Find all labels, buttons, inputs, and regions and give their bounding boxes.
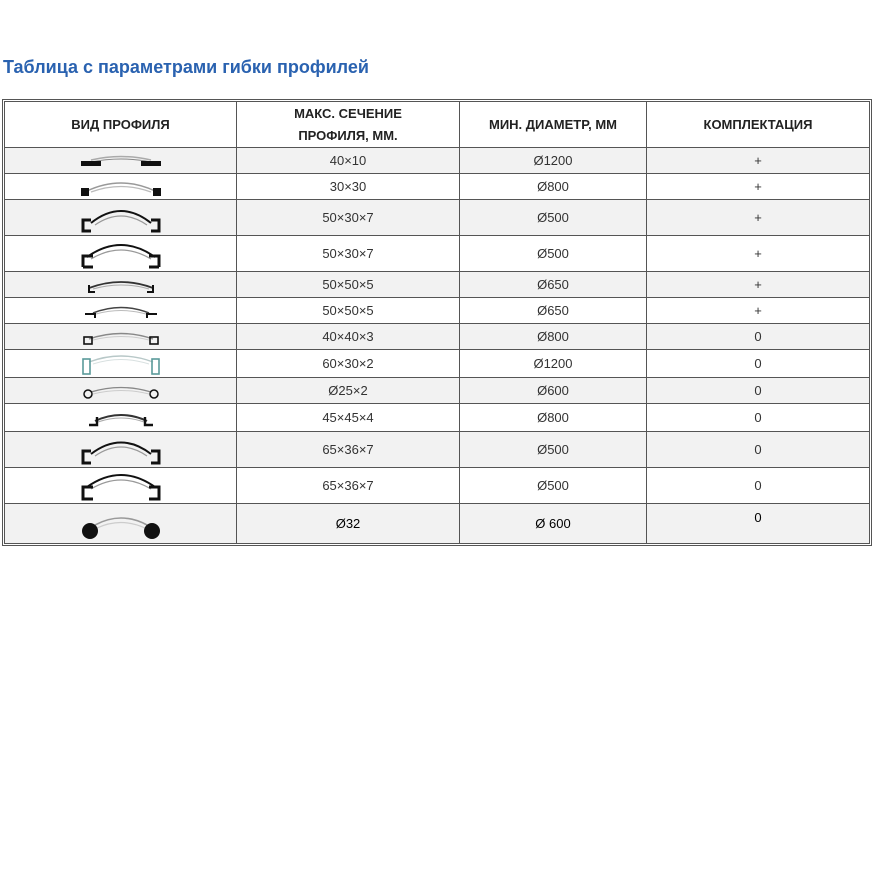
diameter-cell: Ø 600 [460, 504, 647, 544]
diameter-cell: Ø650 [460, 272, 647, 298]
table-row [5, 504, 870, 544]
table-row [5, 148, 870, 174]
equipment-cell: 0 [647, 504, 870, 544]
profile-image-cell [5, 236, 237, 272]
table-row [5, 236, 870, 272]
section-cell: Ø32 [237, 504, 460, 544]
section-cell: 50×30×7 [237, 200, 460, 236]
profile-image-cell [5, 200, 237, 236]
section-cell: 40×40×3 [237, 324, 460, 350]
table-row [5, 378, 870, 404]
equipment-cell: + [647, 174, 870, 200]
profile-image-cell [5, 350, 237, 378]
profile-image-cell [5, 432, 237, 468]
round-bar-profile-icon [79, 507, 163, 541]
equipment-cell: 0 [647, 324, 870, 350]
table-row [5, 272, 870, 298]
profile-image-cell [5, 468, 237, 504]
header-profile-type: ВИД ПРОФИЛЯ [5, 102, 237, 148]
table-row [5, 432, 870, 468]
page-title: Таблица с параметрами гибки профилей [3, 57, 369, 77]
channel-inward-profile-icon [79, 239, 163, 269]
equipment-cell: 0 [647, 350, 870, 378]
section-cell: 50×50×5 [237, 272, 460, 298]
diameter-cell: Ø1200 [460, 350, 647, 378]
square-tube-profile-icon [79, 328, 163, 346]
header-max-section-line2: ПРОФИЛЯ, ММ. [298, 127, 398, 143]
profile-image-cell [5, 148, 237, 174]
profile-image-cell [5, 504, 237, 544]
table-row [5, 174, 870, 200]
diameter-cell: Ø500 [460, 432, 647, 468]
section-cell: 65×36×7 [237, 432, 460, 468]
equipment-cell: + [647, 200, 870, 236]
profile-parameters-table [4, 101, 870, 544]
angle-outward-profile-icon [79, 276, 163, 294]
table-row [5, 200, 870, 236]
equipment-cell: 0 [647, 432, 870, 468]
equipment-cell: 0 [647, 468, 870, 504]
diameter-cell: Ø800 [460, 404, 647, 432]
profile-image-cell [5, 298, 237, 324]
channel-outward-profile-icon [79, 203, 163, 233]
section-cell: 60×30×2 [237, 350, 460, 378]
section-cell: 50×50×5 [237, 298, 460, 324]
diameter-cell: Ø1200 [460, 148, 647, 174]
profile-image-cell [5, 272, 237, 298]
diameter-cell: Ø500 [460, 200, 647, 236]
diameter-cell: Ø500 [460, 236, 647, 272]
profile-image-cell [5, 324, 237, 350]
section-cell: 30×30 [237, 174, 460, 200]
table-row [5, 468, 870, 504]
header-min-diameter: МИН. ДИАМЕТР, ММ [460, 102, 647, 148]
equipment-cell: 0 [647, 404, 870, 432]
profile-image-cell [5, 378, 237, 404]
round-tube-profile-icon [79, 382, 163, 400]
diameter-cell: Ø500 [460, 468, 647, 504]
profile-image-cell [5, 404, 237, 432]
header-max-section [237, 102, 460, 148]
diameter-cell: Ø650 [460, 298, 647, 324]
section-cell: Ø25×2 [237, 378, 460, 404]
table-row [5, 350, 870, 378]
profile-image-cell [5, 174, 237, 200]
flat-bar-profile-icon [79, 153, 163, 169]
tee-angle-profile-icon [79, 407, 163, 429]
diameter-cell: Ø800 [460, 174, 647, 200]
angle-inward-profile-icon [79, 302, 163, 320]
equipment-cell: + [647, 298, 870, 324]
diameter-cell: Ø800 [460, 324, 647, 350]
section-cell: 40×10 [237, 148, 460, 174]
section-cell: 45×45×4 [237, 404, 460, 432]
table-header-row [5, 102, 870, 148]
table-row [5, 298, 870, 324]
profile-table-frame [2, 99, 872, 546]
table-row [5, 324, 870, 350]
diameter-cell: Ø600 [460, 378, 647, 404]
equipment-cell: + [647, 236, 870, 272]
table-row [5, 404, 870, 432]
header-max-section-line1: МАКС. СЕЧЕНИЕ [294, 105, 402, 121]
equipment-cell: + [647, 272, 870, 298]
rect-tube-profile-icon [79, 352, 163, 376]
section-cell: 50×30×7 [237, 236, 460, 272]
equipment-cell: 0 [647, 378, 870, 404]
channel-large-outward-profile-icon [79, 435, 163, 465]
section-cell: 65×36×7 [237, 468, 460, 504]
equipment-cell: + [647, 148, 870, 174]
channel-large-inward-profile-icon [79, 471, 163, 501]
square-bar-profile-icon [79, 177, 163, 197]
header-equipment: КОМПЛЕКТАЦИЯ [647, 102, 870, 148]
